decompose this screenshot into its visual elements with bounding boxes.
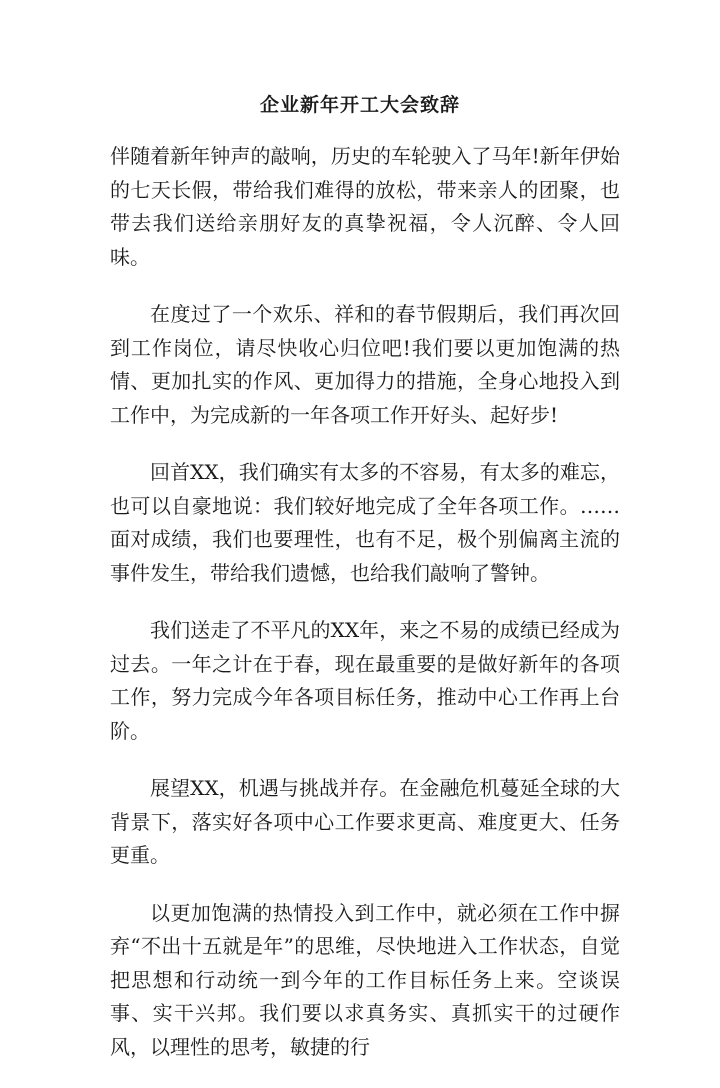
paragraph-6: 以更加饱满的热情投入到工作中，就必须在工作中摒弃“不出十五就是年”的思维，尽快地进入工作状态，自觉把思想和行动统一到今年的工作目标任务上来。空谈误事、实干兴邦。我们要以求真务实、真抓实干的过硬作风，以理性的思考，敏捷的行 <box>110 900 620 1059</box>
paragraph-2: 在度过了一个欢乐、祥和的春节假期后，我们再次回到工作岗位，请尽快收心归位吧!我们要以更加饱满的热情、更加扎实的作风、更加得力的措施，全身心地投入到工作中，为完成新的一年各项工作开好头、起好步! <box>110 302 620 427</box>
document-body <box>110 140 620 1088</box>
paragraph-3: 回首XX，我们确实有太多的不容易，有太多的难忘，也可以自豪地说：我们较好地完成了全年各项工作。……面对成绩，我们也要理性，也有不足，极个别偏离主流的事件发生，带给我们遗憾，也给我们敲响了警钟。 <box>110 460 620 585</box>
paragraph-4: 我们送走了不平凡的XX年，来之不易的成绩已经成为过去。一年之计在于春，现在最重要的是做好新年的各项工作，努力完成今年各项目标任务，推动中心工作再上台阶。 <box>110 618 620 743</box>
paragraph-1: 伴随着新年钟声的敲响，历史的车轮驶入了马年!新年伊始的七天长假，带给我们难得的放松，带来亲人的团聚，也带去我们送给亲朋好友的真挚祝福，令人沉醉、令人回味。 <box>110 144 620 269</box>
paragraph-5: 展望XX，机遇与挑战并存。在金融危机蔓延全球的大背景下，落实好各项中心工作要求更高、难度更大、任务更重。 <box>110 776 620 867</box>
document-title: 企业新年开工大会致辞 <box>259 94 460 116</box>
